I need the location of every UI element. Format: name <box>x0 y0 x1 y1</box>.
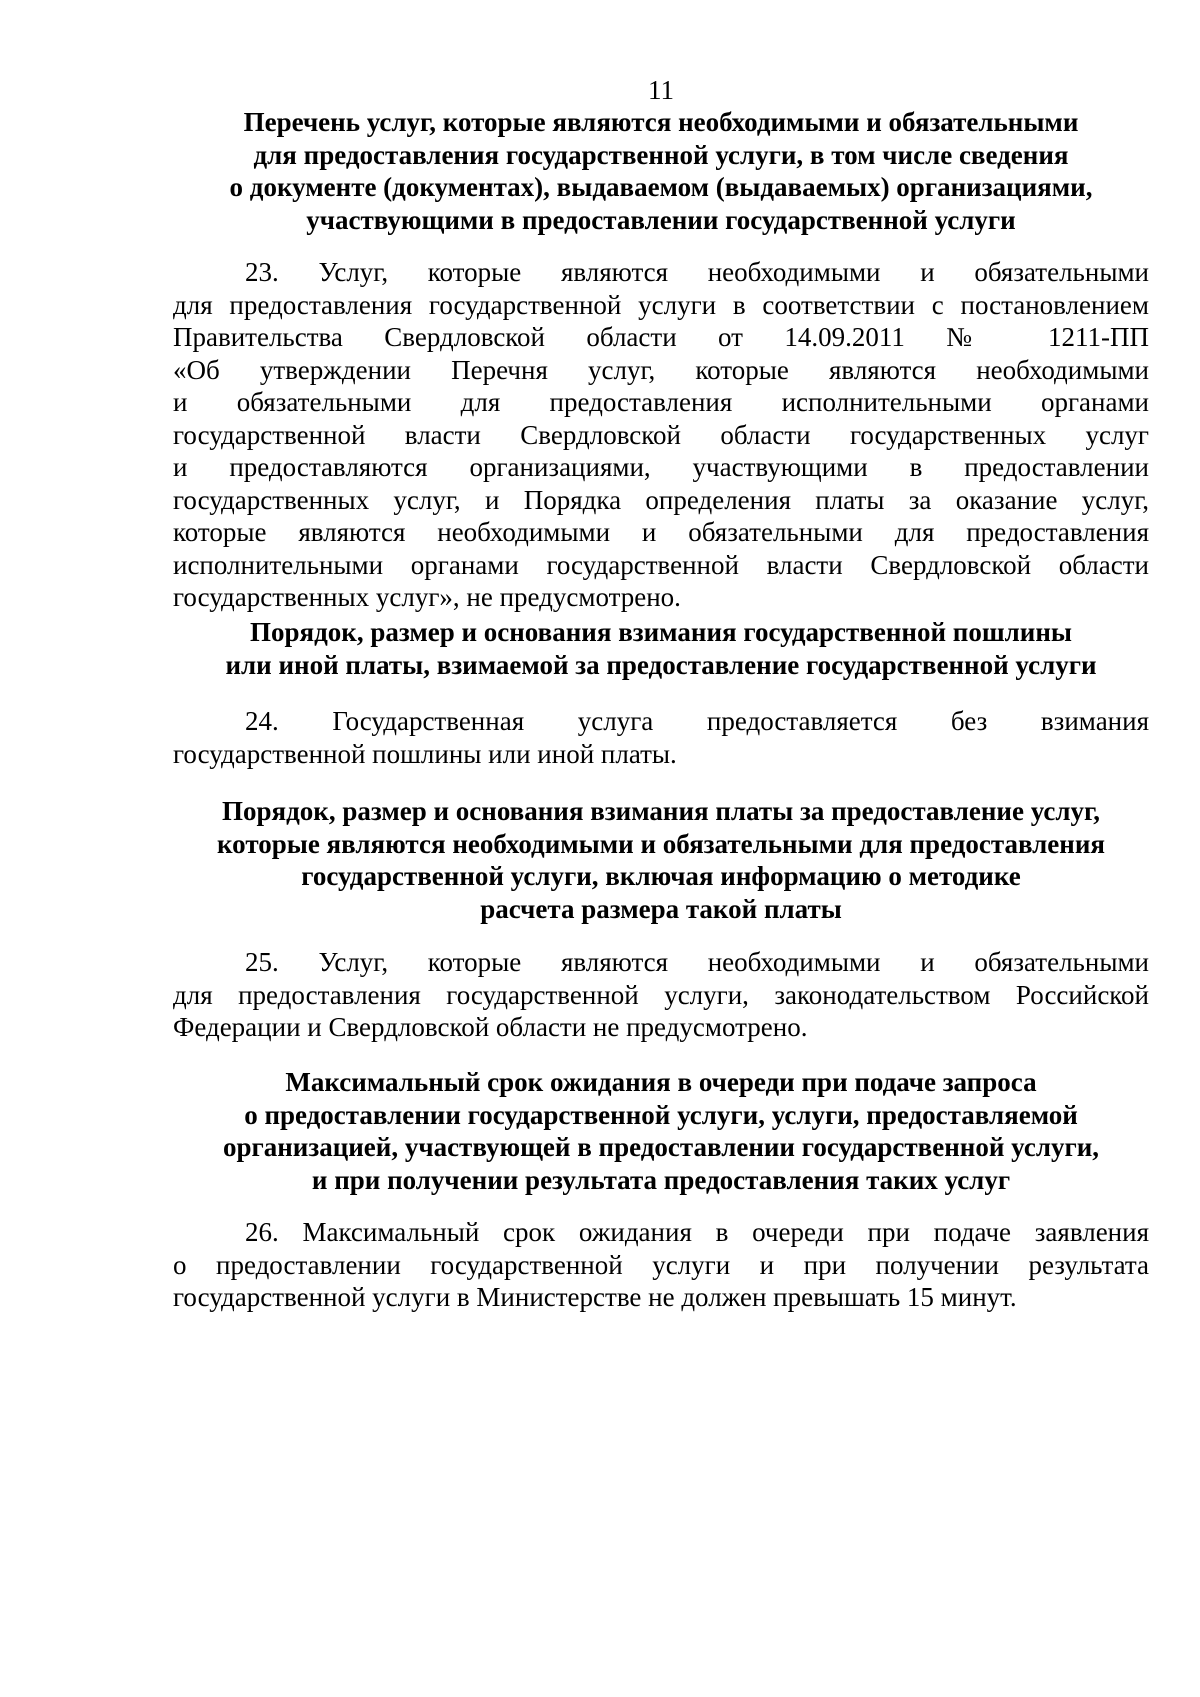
paragraph-line: о предоставлении государственной услуги и при получении результата <box>173 1249 1149 1280</box>
heading-line: Порядок, размер и основания взимания платы за предоставление услуг, <box>222 796 1100 826</box>
paragraph-line: для предоставления государственной услуги, законодательством Российской <box>173 979 1149 1010</box>
heading-line: Порядок, размер и основания взимания государственной пошлины <box>250 617 1072 647</box>
paragraph-line: 24. Государственная услуга предоставляется без взимания <box>245 706 1149 736</box>
section-heading-state-fee <box>173 616 1149 681</box>
paragraph-line: государственной услуги в Министерстве не должен превышать 15 минут. <box>173 1282 1017 1312</box>
page-number: 11 <box>648 75 674 105</box>
heading-line: государственной услуги, включая информацию о методике <box>301 861 1021 891</box>
paragraph-25 <box>173 946 1149 1044</box>
paragraph-line: и обязательными для предоставления исполнительными органами <box>173 387 1149 417</box>
document-page <box>173 0 1149 1697</box>
paragraph-line: государственной пошлины или иной платы. <box>173 738 677 769</box>
heading-line: расчета размера такой платы <box>480 893 842 924</box>
heading-line: которые являются необходимыми и обязательными для предоставления <box>216 828 1106 859</box>
paragraph-line: государственных услуг», не предусмотрено. <box>173 582 681 612</box>
paragraph-line: и предоставляются организациями, участвующими в предоставлении <box>173 452 1149 482</box>
heading-line: участвующими в предоставлении государственной услуги <box>306 204 1016 235</box>
paragraph-line: 25. Услуг, которые являются необходимыми и обязательными <box>245 947 1149 977</box>
paragraph-line: которые являются необходимыми и обязательными для предоставления <box>173 517 1149 547</box>
heading-line: Перечень услуг, которые являются необходимыми и обязательными <box>243 107 1079 137</box>
paragraph-line: Федерации и Свердловской области не предусмотрено. <box>173 1012 808 1042</box>
paragraph-24 <box>173 705 1149 770</box>
heading-line: о предоставлении государственной услуги, услуги, предоставляемой <box>244 1099 1078 1130</box>
section-heading-queue-time <box>173 1066 1149 1196</box>
heading-line: и при получении результата предоставления таких услуг <box>311 1164 1011 1195</box>
paragraph-line: для предоставления государственной услуги в соответствии с постановлением <box>173 289 1149 320</box>
paragraph-23 <box>173 256 1149 614</box>
section-heading-services-list <box>173 106 1149 236</box>
paragraph-line: «Об утверждении Перечня услуг, которые являются необходимыми <box>173 354 1149 385</box>
heading-line: организацией, участвующей в предоставлении государственной услуги, <box>222 1132 1100 1162</box>
heading-line: о документе (документах), выдаваемом (выдаваемых) организациями, <box>229 172 1093 202</box>
paragraph-line: государственных услуг, и Порядка определения платы за оказание услуг, <box>173 484 1149 515</box>
paragraph-26 <box>173 1216 1149 1314</box>
heading-line: или иной платы, взимаемой за предоставление государственной услуги <box>225 649 1097 680</box>
heading-line: для предоставления государственной услуги, в том числе сведения <box>253 139 1069 170</box>
heading-line: Максимальный срок ожидания в очереди при подаче запроса <box>285 1067 1037 1097</box>
paragraph-line: 23. Услуг, которые являются необходимыми и обязательными <box>245 257 1149 287</box>
paragraph-line: Правительства Свердловской области от 14.09.2011 № 1211-ПП <box>173 322 1149 352</box>
paragraph-line: государственной власти Свердловской области государственных услуг <box>173 419 1149 450</box>
section-heading-fee-methodology <box>173 795 1149 925</box>
paragraph-line: исполнительными органами государственной власти Свердловской области <box>173 549 1149 580</box>
paragraph-line: 26. Максимальный срок ожидания в очереди при подаче заявления <box>245 1217 1149 1247</box>
